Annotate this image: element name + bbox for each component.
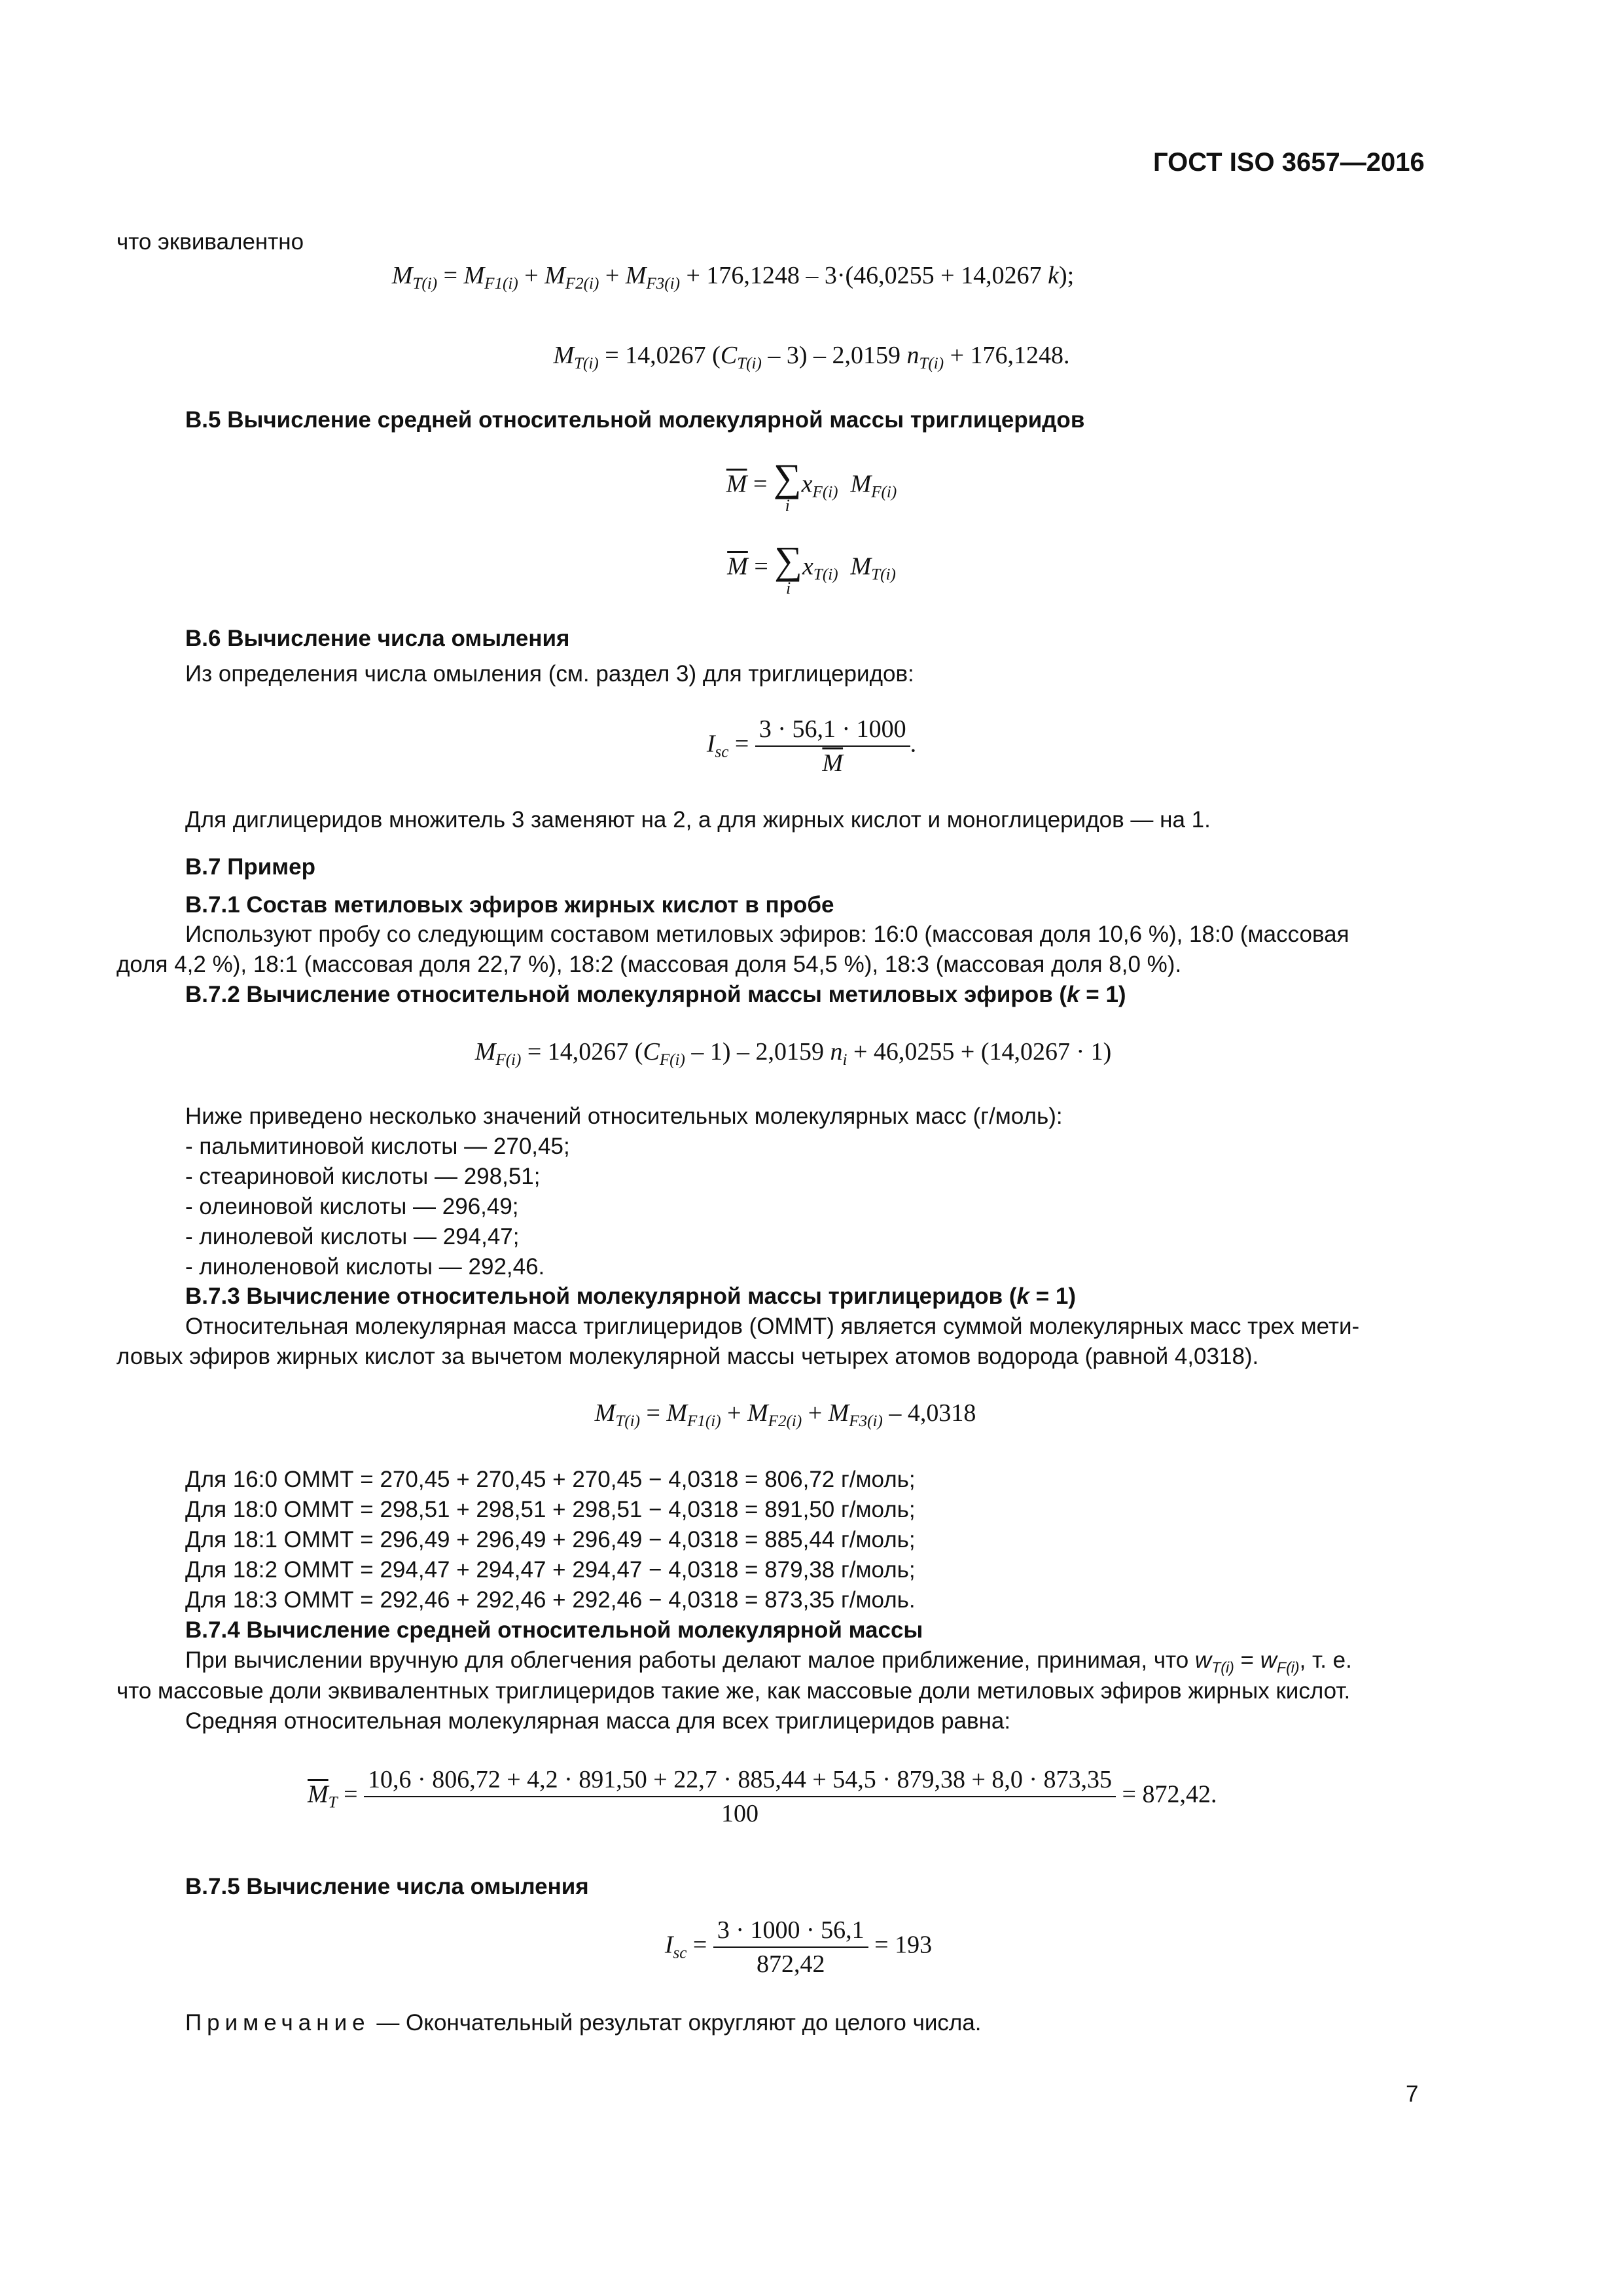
equation-mt-expanded: $M_{T(i)} = M_{F1(i)} + M_{F2(i)} + M_{F3(i)} + 176,1248 - 3\cdot(46,0255 + 14,0267$ k); bbox=[391, 262, 1075, 293]
section-b72-title: В.7.2 Вычисление относительной молекулярной массы метиловых эфиров (k = 1) bbox=[185, 982, 1126, 1007]
equation-isc-result: $I_{sc}$ = $\frac{3 \cdot 1000 \cdot 56,1}{872,42}$ = 193 bbox=[664, 1916, 933, 1978]
section-b74-title: В.7.4 Вычисление средней относительной молекулярной массы bbox=[185, 1617, 923, 1643]
section-b6-note: Для диглицеридов множитель 3 заменяют на 2, а для жирных кислот и моноглицеридов — на 1. bbox=[185, 807, 1211, 833]
page-number: 7 bbox=[1406, 2081, 1419, 2107]
note-text: Окончательный результат округляют до целого числа. bbox=[406, 2010, 982, 2036]
section-b6-text: Из определения числа омыления (см. раздел 3) для триглицеридов: bbox=[185, 661, 914, 687]
section-b71-title: В.7.1 Состав метиловых эфиров жирных кислот в пробе bbox=[185, 892, 834, 918]
list-item: - линоленовой кислоты — 292,46. bbox=[185, 1254, 545, 1280]
list-item: Для 18:3 ОММТ = 292,46 + 292,46 + 292,46 − 4,0318 = 873,35 г/моль. bbox=[185, 1587, 916, 1613]
section-b71-line2: доля 4,2 %), 18:1 (массовая доля 22,7 %), 18:2 (массовая доля 54,5 %), 18:3 (массовая доля 8,0 %). bbox=[116, 952, 1182, 977]
section-b75-title: В.7.5 Вычисление числа омыления bbox=[185, 1874, 589, 1899]
intro-text: что эквивалентно bbox=[116, 229, 304, 255]
section-b73-line2: ловых эфиров жирных кислот за вычетом молекулярной массы четырех атомов водорода (равной 4,0318). bbox=[116, 1344, 1259, 1369]
section-b73-title: В.7.3 Вычисление относительной молекулярной массы триглицеридов (k = 1) bbox=[185, 1283, 1077, 1309]
section-b74-line1: При вычислении вручную для облегчения работы делают малое приближение, принимая, что $w_{T(i)} = w_{F(i)}$, т. е. bbox=[185, 1647, 1352, 1676]
equation-mf: $M_{F(i)} = 14,0267$ $(C_{F(i)} - 1) - 2,0159$ $n_i + 46,0255 + (14,0267 \cdot 1)$ bbox=[474, 1038, 1112, 1069]
document-id: ГОСТ ISO 3657—2016 bbox=[1153, 148, 1425, 177]
list-item: Для 18:1 ОММТ = 296,49 + 296,49 + 296,49 − 4,0318 = 885,44 г/моль; bbox=[185, 1527, 916, 1552]
list-item: Для 18:2 ОММТ = 294,47 + 294,47 + 294,47 − 4,0318 = 879,38 г/моль; bbox=[185, 1557, 916, 1583]
equation-mt-mean: $\overline{M}_T$ = 10,6 · 806,72 + 4,2 · 891,50 + 22,7 · 885,44 + 54,5 · 879,38 + 8,0 · 873,35 100 = 872,42. bbox=[308, 1766, 1217, 1827]
equation-mean-f: $\overline{M}$ = ∑ i $x_{F(i)}$ $M_{F(i)}$ bbox=[726, 456, 897, 515]
section-b73-line1: Относительная молекулярная масса триглицеридов (ОММТ) является суммой молекулярных масс трех мети- bbox=[185, 1314, 1360, 1339]
section-b71-line1: Используют пробу со следующим составом метиловых эфиров: 16:0 (массовая доля 10,6 %), 18:0 (массовая bbox=[185, 922, 1349, 947]
note-label: Примечание bbox=[185, 2010, 370, 2036]
note: Примечание — Окончательный результат округляют до целого числа. bbox=[185, 2010, 982, 2036]
equation-mt-sum: $M_{T(i)} = M_{F1(i)} + M_{F2(i)} + M_{F3(i)} - 4,0318$ bbox=[594, 1399, 976, 1431]
section-b7-title: В.7 Пример bbox=[185, 854, 315, 880]
list-item: Для 16:0 ОММТ = 270,45 + 270,45 + 270,45 − 4,0318 = 806,72 г/моль; bbox=[185, 1467, 916, 1492]
section-b74-line2: что массовые доли эквивалентных триглицеридов такие же, как массовые доли метиловых эфиров жирных кислот. bbox=[116, 1678, 1351, 1704]
equation-mean-t: $\overline{M}$ = ∑ i $x_{T(i)}$ $M_{T(i)}$ bbox=[727, 539, 896, 598]
section-b74-line3: Средняя относительная молекулярная масса для всех триглицеридов равна: bbox=[185, 1708, 1011, 1734]
equation-mt-simplified: $M_{T(i)} = 14,0267$ $(C_{T(i)} - 3) - 2,0159$ $n_{T(i)} + 176,1248$. bbox=[553, 342, 1070, 373]
list-item: - линолевой кислоты — 294,47; bbox=[185, 1224, 520, 1249]
section-b6-title: В.6 Вычисление числа омыления bbox=[185, 626, 570, 651]
section-b5-title: В.5 Вычисление средней относительной молекулярной массы триглицеридов bbox=[185, 407, 1085, 433]
list-item: - олеиновой кислоты — 296,49; bbox=[185, 1194, 519, 1219]
list-item: - пальмитиновой кислоты — 270,45; bbox=[185, 1134, 570, 1159]
list-item: Для 18:0 ОММТ = 298,51 + 298,51 + 298,51 − 4,0318 = 891,50 г/моль; bbox=[185, 1497, 916, 1522]
list-item: - стеариновой кислоты — 298,51; bbox=[185, 1164, 541, 1189]
section-b72-intro: Ниже приведено несколько значений относительных молекулярных масс (г/моль): bbox=[185, 1103, 1063, 1129]
equation-isc-definition: $I_{sc}$ = $\frac{3 \cdot 56,1 \cdot 1000}{M}$ . bbox=[706, 715, 917, 777]
